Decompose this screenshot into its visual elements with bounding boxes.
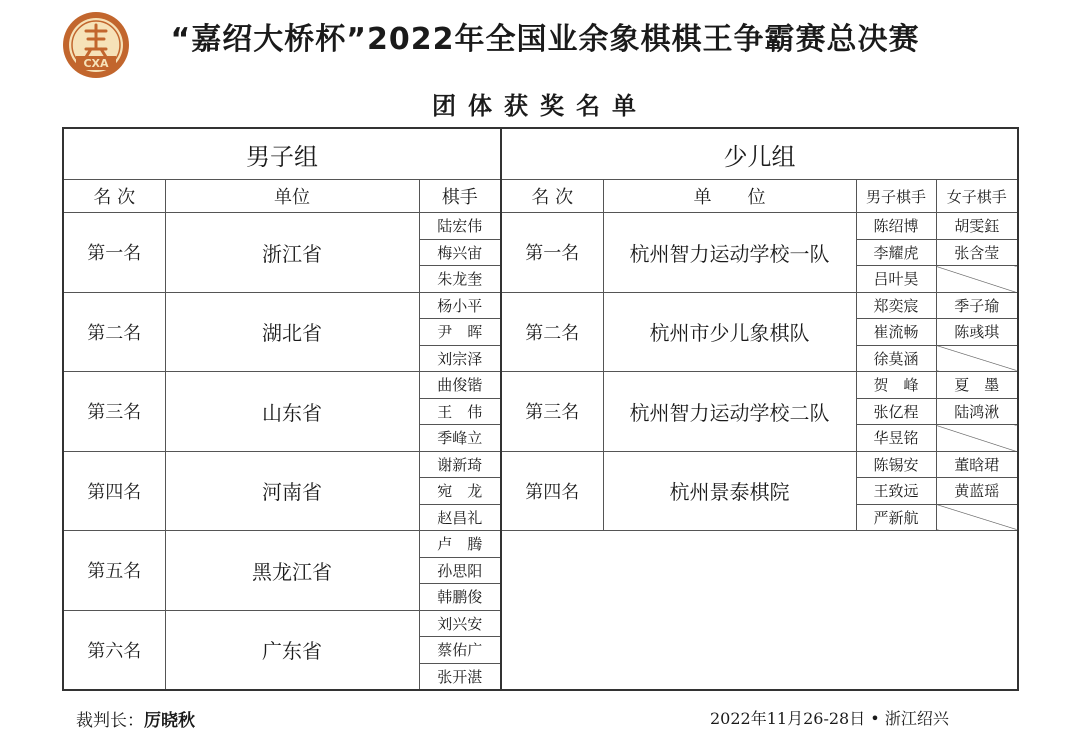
youth-female-player: 陈彧琪 <box>936 319 1018 346</box>
table-row <box>63 292 1018 319</box>
men-player: 宛 龙 <box>419 478 501 505</box>
referee-name: 厉晓秋 <box>144 711 195 731</box>
empty-diagonal-cell <box>936 345 1018 372</box>
youth-male-player: 陈锡安 <box>856 451 936 478</box>
youth-unit-column-header: 单 位 <box>603 180 856 213</box>
men-rank: 第六名 <box>63 610 165 690</box>
youth-male-player: 贺 峰 <box>856 372 936 399</box>
men-player: 朱龙奎 <box>419 266 501 293</box>
youth-male-player: 郑奕宸 <box>856 292 936 319</box>
men-player: 赵昌礼 <box>419 504 501 531</box>
men-unit: 湖北省 <box>165 292 419 372</box>
men-rank-column-header: 名 次 <box>63 180 165 213</box>
referee-label: 裁判长： <box>76 711 144 731</box>
empty-diagonal-cell <box>936 266 1018 293</box>
men-player: 刘兴安 <box>419 610 501 637</box>
date-place: 2022年11月26-28日 • 浙江绍兴 <box>710 709 949 728</box>
youth-male-player: 徐莫涵 <box>856 345 936 372</box>
empty-diagonal-cell <box>936 504 1018 531</box>
men-unit: 广东省 <box>165 610 419 690</box>
men-player-column-header: 棋手 <box>419 180 501 213</box>
men-player: 尹 晖 <box>419 319 501 346</box>
youth-rank: 第一名 <box>501 213 603 293</box>
youth-unit: 杭州景泰棋院 <box>603 451 856 531</box>
men-player: 蔡佑广 <box>419 637 501 664</box>
youth-rank: 第三名 <box>501 372 603 452</box>
youth-female-player: 夏 墨 <box>936 372 1018 399</box>
youth-male-player: 华昱铭 <box>856 425 936 452</box>
awards-table <box>62 127 1019 691</box>
svg-text:CXA: CXA <box>83 57 109 70</box>
men-player: 陆宏伟 <box>419 213 501 240</box>
youth-unit: 杭州智力运动学校二队 <box>603 372 856 452</box>
men-player: 曲俊锴 <box>419 372 501 399</box>
page-subtitle: 团体获奖名单 <box>432 92 648 120</box>
men-unit-column-header: 单位 <box>165 180 419 213</box>
youth-male-player: 王致远 <box>856 478 936 505</box>
men-player: 韩鹏俊 <box>419 584 501 611</box>
youth-male-player: 崔流畅 <box>856 319 936 346</box>
youth-rank: 第四名 <box>501 451 603 531</box>
page-title: “嘉绍大桥杯”2022年全国业余象棋棋王争霸赛总决赛 <box>170 22 920 57</box>
referee-line <box>76 706 195 731</box>
youth-male-player: 李耀虎 <box>856 239 936 266</box>
men-unit: 河南省 <box>165 451 419 531</box>
youth-male-player: 陈绍博 <box>856 213 936 240</box>
men-rank: 第三名 <box>63 372 165 452</box>
men-player: 谢新琦 <box>419 451 501 478</box>
youth-male-player: 吕叶昊 <box>856 266 936 293</box>
men-player: 张开湛 <box>419 663 501 690</box>
youth-male-column-header: 男子棋手 <box>856 180 936 213</box>
men-unit: 黑龙江省 <box>165 531 419 611</box>
cxa-logo <box>62 9 130 81</box>
table-row <box>63 213 1018 240</box>
youth-rank-column-header: 名 次 <box>501 180 603 213</box>
men-player: 梅兴宙 <box>419 239 501 266</box>
men-player: 刘宗泽 <box>419 345 501 372</box>
table-row <box>63 451 1018 478</box>
men-player: 季峰立 <box>419 425 501 452</box>
men-rank: 第五名 <box>63 531 165 611</box>
men-unit: 浙江省 <box>165 213 419 293</box>
men-rank: 第四名 <box>63 451 165 531</box>
men-unit: 山东省 <box>165 372 419 452</box>
table-row <box>63 531 1018 558</box>
youth-male-player: 严新航 <box>856 504 936 531</box>
youth-female-player: 季子瑜 <box>936 292 1018 319</box>
men-group-header: 男子组 <box>63 128 501 180</box>
empty-diagonal-cell <box>936 425 1018 452</box>
youth-male-player: 张亿程 <box>856 398 936 425</box>
table-row <box>63 372 1018 399</box>
men-player: 卢 腾 <box>419 531 501 558</box>
youth-female-column-header: 女子棋手 <box>936 180 1018 213</box>
youth-female-player: 董晗珺 <box>936 451 1018 478</box>
men-player: 杨小平 <box>419 292 501 319</box>
men-rank: 第一名 <box>63 213 165 293</box>
youth-empty-area <box>501 531 1018 691</box>
youth-female-player: 张含莹 <box>936 239 1018 266</box>
youth-unit: 杭州市少儿象棋队 <box>603 292 856 372</box>
men-player: 王 伟 <box>419 398 501 425</box>
youth-female-player: 陆鸿湫 <box>936 398 1018 425</box>
men-player: 孙思阳 <box>419 557 501 584</box>
youth-group-header: 少儿组 <box>501 128 1018 180</box>
youth-female-player: 胡雯鈺 <box>936 213 1018 240</box>
youth-female-player: 黄蓝瑶 <box>936 478 1018 505</box>
youth-rank: 第二名 <box>501 292 603 372</box>
youth-unit: 杭州智力运动学校一队 <box>603 213 856 293</box>
men-rank: 第二名 <box>63 292 165 372</box>
